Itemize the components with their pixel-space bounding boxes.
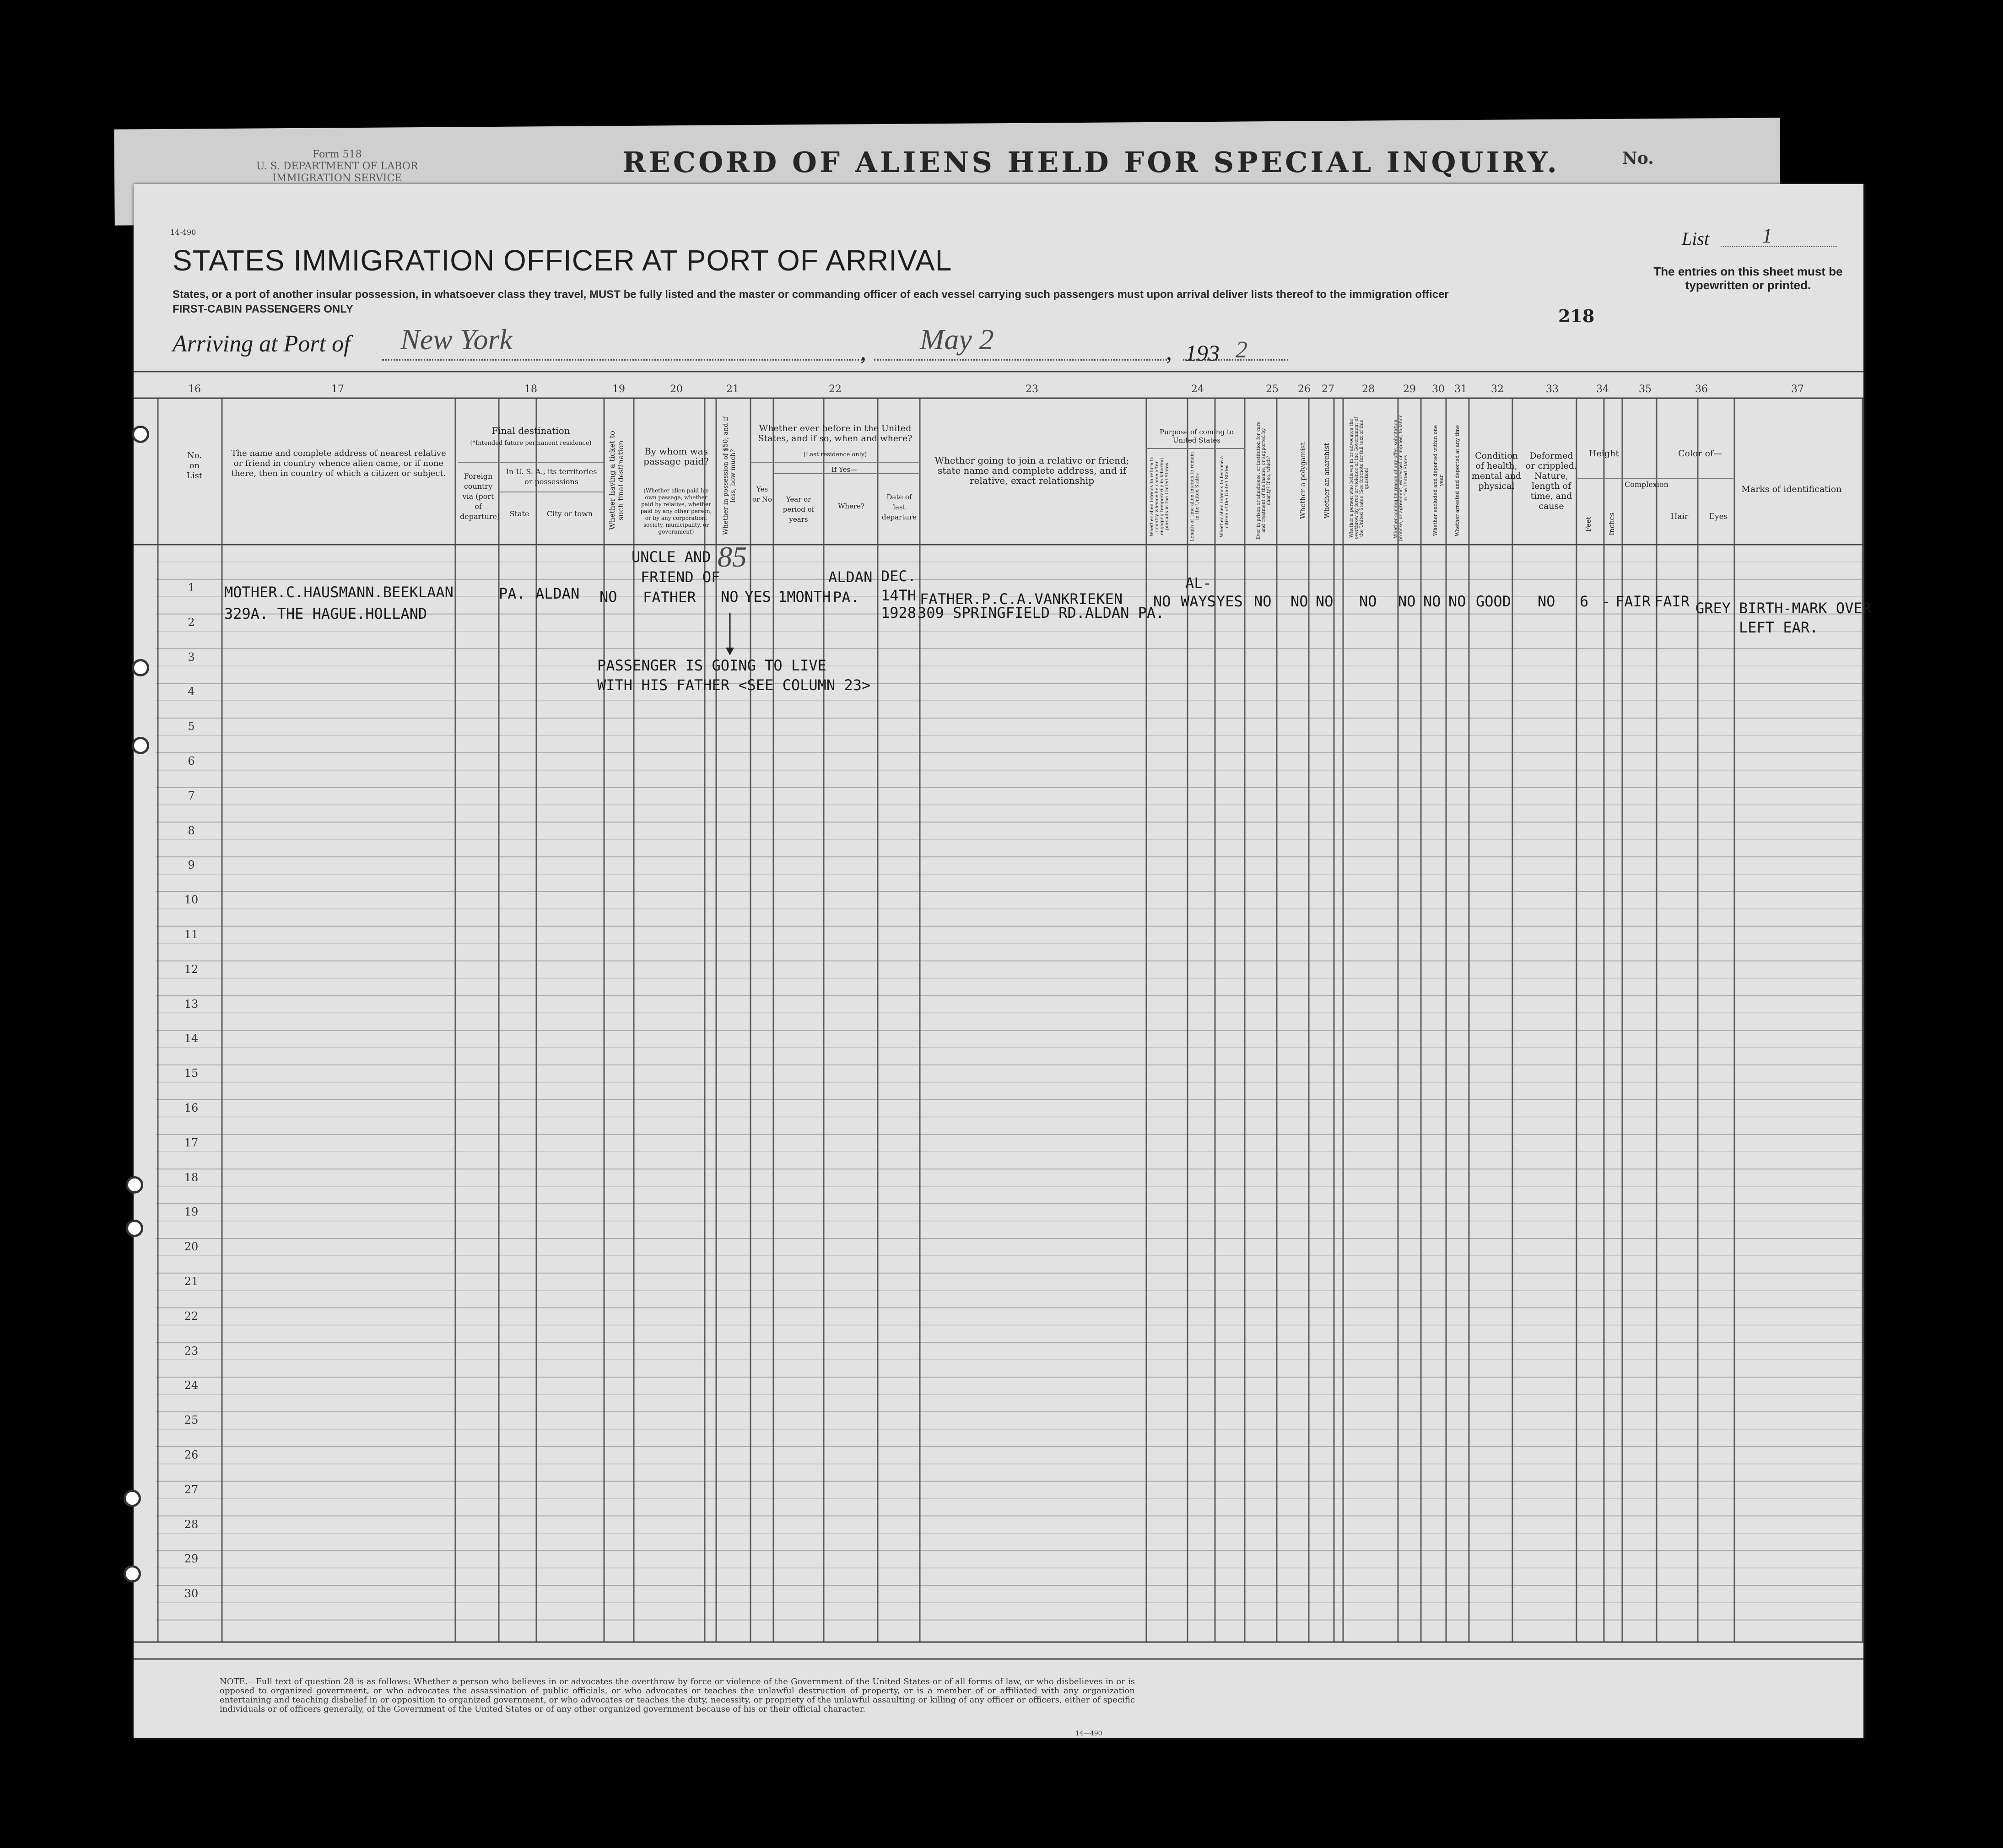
col-header-list-no: No. on List: [186, 451, 203, 481]
row-number: 21: [184, 1275, 199, 1288]
back-form-line: Form 518: [312, 149, 362, 160]
health-value: GOOD: [1476, 593, 1512, 610]
row-number: 12: [184, 962, 199, 976]
row-number: 26: [184, 1448, 199, 1461]
col-header-ever-before: Whether ever before in the United States, and if so, when and where?: [758, 423, 912, 443]
col-number: 19: [612, 384, 625, 395]
col-header-foreign-country: Foreign country via (port of departure): [460, 472, 500, 521]
col-number: 24: [1191, 384, 1204, 395]
instructions-line: States, or a port of another insular possession, in whatsoever class they travel, MUST be fully listed and the master or commanding officer of each vessel carrying such passengers must upon arrival deliver lists thereof to the immigration officer: [173, 288, 1449, 301]
row-number: 9: [188, 859, 195, 872]
overthrow-value: NO: [1359, 593, 1377, 610]
col-header-usa: In U. S. A., its territories or possessions: [506, 467, 597, 486]
row-number: 13: [184, 997, 199, 1010]
col-number: 22: [829, 384, 842, 395]
where-line1: ALDAN: [828, 568, 873, 586]
length-line1: AL-: [1185, 574, 1212, 592]
row-number: 25: [184, 1414, 199, 1427]
col-header-prison: Ever in prison or almshouse, or institution for care and treatment of the insane, or supported by charity? If so, which?: [1256, 421, 1271, 540]
paid-by-line3: FATHER: [643, 589, 696, 606]
back-form-line: IMMIGRATION SERVICE: [272, 173, 402, 184]
col-number: 31: [1454, 384, 1467, 395]
col-header-complexion: Complexion: [1625, 480, 1668, 489]
row-number: 10: [184, 893, 199, 907]
comma: ,: [1166, 339, 1172, 365]
row-number: 7: [188, 789, 195, 802]
row-number: 18: [184, 1171, 199, 1184]
anarchist-value: NO: [1316, 593, 1334, 610]
row-number: 5: [188, 720, 195, 733]
col-number: 33: [1546, 384, 1559, 395]
excluded-value: NO: [1423, 593, 1441, 610]
list-label: List: [1682, 228, 1710, 249]
row-number: 6: [188, 755, 195, 767]
col-header-city: City or town: [546, 509, 593, 518]
col-header-overthrow: Whether a person who believes in or advocates the overthrow by force or violence of the Government of the United States (See footnote for full text of this question): [1349, 417, 1369, 540]
row-number: 24: [184, 1379, 199, 1392]
date-value: May 2: [920, 323, 994, 356]
col-number: 27: [1322, 384, 1334, 395]
col-header-inches: Inches: [1608, 512, 1616, 536]
punch-hole: [124, 1565, 141, 1583]
comma: ,: [860, 339, 866, 365]
arrested-value: NO: [1448, 593, 1466, 610]
where-line2: PA.: [833, 589, 859, 606]
col-header-polygamist: Whether a polygamist: [1299, 442, 1307, 519]
back-sheet-no-label: No.: [1622, 149, 1654, 168]
col-header-deformed: Deformed or crippled. Nature, length of time, and cause: [1525, 451, 1577, 511]
eyes-value: GREY: [1695, 600, 1731, 617]
period-value: 1MONTH: [778, 588, 831, 605]
relative-address-line2: 329A. THE HAGUE.HOLLAND: [224, 605, 427, 622]
row-number: 20: [184, 1240, 199, 1254]
port-value: New York: [400, 323, 513, 356]
col-header-citizen: Whether alien intends to become a citizen of the United States: [1220, 456, 1230, 537]
col-header-return-intent: Whether alien intends to return to country whence he came after engaging temporarily in laboring pursuits in the United States: [1150, 456, 1170, 537]
row-number: 16: [184, 1102, 199, 1114]
col-header-health: Condition of health, mental and physical: [1471, 451, 1522, 491]
page-title: STATES IMMIGRATION OFFICER AT PORT OF ARRIVAL: [173, 244, 952, 277]
departure-line1: DEC.: [881, 567, 917, 585]
deformed-value: NO: [1538, 593, 1555, 610]
joining-line2: 309 SPRINGFIELD RD.ALDAN PA.: [918, 604, 1165, 621]
col-header-ticket: Whether having a ticket to such final destination: [608, 431, 625, 530]
col-number: 30: [1432, 384, 1445, 395]
annotation-line1: PASSENGER IS GOING TO LIVE: [597, 657, 826, 674]
col-header-state: State: [509, 509, 529, 518]
col-number: 25: [1266, 384, 1279, 395]
row-number: 2: [188, 616, 195, 629]
back-sheet-title: RECORD OF ALIENS HELD FOR SPECIAL INQUIRY.: [622, 146, 1560, 179]
departure-line3: 1928: [881, 604, 917, 621]
date-line: [874, 359, 1167, 361]
year-suffix: 2: [1236, 337, 1247, 363]
col-header-hair: Hair: [1670, 512, 1689, 521]
col-number: 28: [1362, 384, 1375, 395]
marks-line2: LEFT EAR.: [1739, 619, 1819, 636]
row-number: 15: [184, 1067, 199, 1080]
row-number: 22: [184, 1309, 199, 1323]
footer-code: 14—490: [1075, 1730, 1102, 1737]
row-number: 27: [184, 1483, 199, 1496]
col-number: 26: [1298, 384, 1311, 395]
col-header-excluded: Whether excluded and deported within one year: [1432, 425, 1444, 536]
row-number: 3: [188, 650, 195, 664]
complexion-value: FAIR: [1615, 593, 1651, 610]
punch-hole: [132, 737, 149, 754]
punch-hole: [126, 1220, 143, 1237]
marks-line1: BIRTH-MARK OVER: [1739, 600, 1871, 617]
paid-by-line1: UNCLE AND: [632, 548, 711, 566]
row-number: 1: [188, 581, 195, 594]
col-header-where: Where?: [837, 502, 865, 510]
joining-line1: FATHER.P.C.A.VANKRIEKEN: [920, 590, 1123, 608]
col-header-anarchist: Whether an anarchist: [1323, 443, 1331, 519]
col-header-arrested: Whether arrested and deported at any time: [1454, 425, 1460, 536]
col-header-period: Year or period of years: [783, 495, 815, 524]
col-header-ever-before-sub: (Last residence only): [803, 451, 867, 458]
return-intent-value: NO: [1153, 593, 1171, 610]
punch-hole: [132, 426, 149, 443]
row-number: 23: [184, 1344, 199, 1357]
port-line: [382, 359, 863, 361]
row-number: 11: [184, 928, 199, 941]
relative-address-line1: MOTHER.C.HAUSMANN.BEEKLAAN: [224, 584, 454, 601]
annotation-line2: WITH HIS FATHER <SEE COLUMN 23>: [597, 676, 871, 694]
back-form-line: U. S. DEPARTMENT OF LABOR: [256, 161, 418, 172]
col-number: 17: [331, 384, 344, 395]
col-header-joining: Whether going to join a relative or friend; state name and complete address, and if relative, exact relationship: [934, 455, 1129, 486]
inches-value: -: [1602, 593, 1611, 610]
labor-offer-value: NO: [1398, 593, 1416, 610]
row-rules: [156, 545, 1863, 1620]
col-number: 32: [1491, 384, 1504, 395]
col-header-relative: The name and complete address of nearest relative or friend in country whence alien came, or if none there, then in country of which a citizen or subject.: [231, 448, 446, 478]
punch-hole: [126, 1176, 143, 1194]
money-answer: NO: [721, 588, 739, 605]
row-number: 28: [184, 1518, 199, 1531]
col-number: 37: [1791, 384, 1804, 395]
col-header-purpose: Purpose of coming to United States: [1160, 428, 1234, 444]
col-number: 18: [524, 384, 537, 395]
list-underline: [1721, 246, 1837, 247]
money-amount: 85: [718, 540, 747, 573]
state-value: PA.: [499, 585, 525, 602]
col-header-destination-sub: (*Intended future permanent residence): [470, 440, 592, 447]
stamp-number: 218: [1558, 306, 1595, 326]
list-number: 1: [1762, 224, 1772, 247]
col-number: 29: [1403, 384, 1416, 395]
col-header-length: Length of time alien intends to remain in the United States: [1190, 452, 1200, 541]
arrow-head: [726, 648, 734, 655]
ticket-value: NO: [599, 588, 617, 605]
col-header-eyes: Eyes: [1709, 512, 1728, 521]
col-header-if-yes: If Yes—: [831, 465, 858, 474]
col-header-money: Whether in possession of $50, and if less, how much?: [722, 416, 737, 535]
prison-value: NO: [1254, 593, 1272, 610]
hair-value: FAIR: [1654, 593, 1690, 610]
form-code: 14-490: [170, 228, 196, 237]
col-number: 34: [1596, 384, 1609, 395]
row-number: 19: [184, 1205, 199, 1219]
arriving-label: Arriving at Port of: [173, 331, 351, 357]
col-header-labor-offer: Whether coming by reason of any offer, solicitation, promise, or agreement, expressed or implied, to labor in the United States: [1393, 415, 1409, 541]
entries-note: The entries on this sheet must be typewritten or printed.: [1653, 265, 1843, 292]
punch-hole: [132, 659, 149, 676]
class-label: FIRST-CABIN PASSENGERS ONLY: [173, 303, 353, 315]
col-number: 35: [1639, 384, 1652, 395]
col-number: 16: [188, 384, 201, 395]
row-number: 8: [188, 824, 195, 837]
feet-value: 6: [1580, 593, 1589, 610]
col-header-paid-by: By whom was passage paid?: [643, 446, 709, 467]
row-number: 4: [188, 685, 195, 698]
col-header-color: Color of—: [1678, 448, 1722, 459]
punch-hole: [124, 1490, 141, 1507]
row-number: 30: [184, 1587, 199, 1600]
row-number: 14: [184, 1032, 199, 1045]
col-header-paid-by-sub: (Whether alien paid his own passage, whether paid by relative, whether paid by any other person, or by any corporation, society, municipality, or government): [640, 487, 712, 535]
col-header-height: Height: [1589, 448, 1619, 459]
col-header-destination: Final destination: [491, 425, 570, 436]
col-number: 36: [1695, 384, 1708, 395]
col-number: 23: [1026, 384, 1038, 395]
length-line2: WAYS: [1181, 593, 1216, 610]
year-prefix: 193: [1185, 340, 1220, 366]
row-number: 29: [184, 1552, 199, 1566]
footnote: NOTE.—Full text of question 28 is as follows: Whether a person who believes in or advocates the overthrow by force or violence of the Government of the United States or of all forms of law, or who disbelieves in or is opposed to organized government, or who advocates the assassination of public officials, or who advocates or teaches the unlawful destruction of property, or is a member of or affiliated with any organization entertaining and teaching disbelief in or opposition to organized government, or who advocates or teaches the duty, necessity, or propriety of the unlawful assaulting or killing of any officer or officers, either of specific individuals or of officers generally, of the Government of the United States or of any other organized government because of his or their official character.: [220, 1677, 1135, 1714]
ever-before-value: YES: [745, 588, 771, 605]
col-number: 20: [670, 384, 683, 395]
citizen-value: YES: [1216, 593, 1243, 610]
row-number: 17: [184, 1136, 199, 1149]
col-header-departure: Date of last departure: [882, 493, 917, 521]
polygamist-value: NO: [1290, 593, 1308, 610]
paid-by-line2: FRIEND OF: [641, 568, 720, 586]
departure-line2: 14TH: [881, 587, 917, 604]
col-number: 21: [726, 384, 739, 395]
city-value: ALDAN: [535, 585, 580, 602]
col-header-feet: Feet: [1584, 516, 1593, 532]
col-header-yes-no: Yes or No: [752, 485, 772, 503]
col-header-marks: Marks of identification: [1741, 484, 1842, 494]
